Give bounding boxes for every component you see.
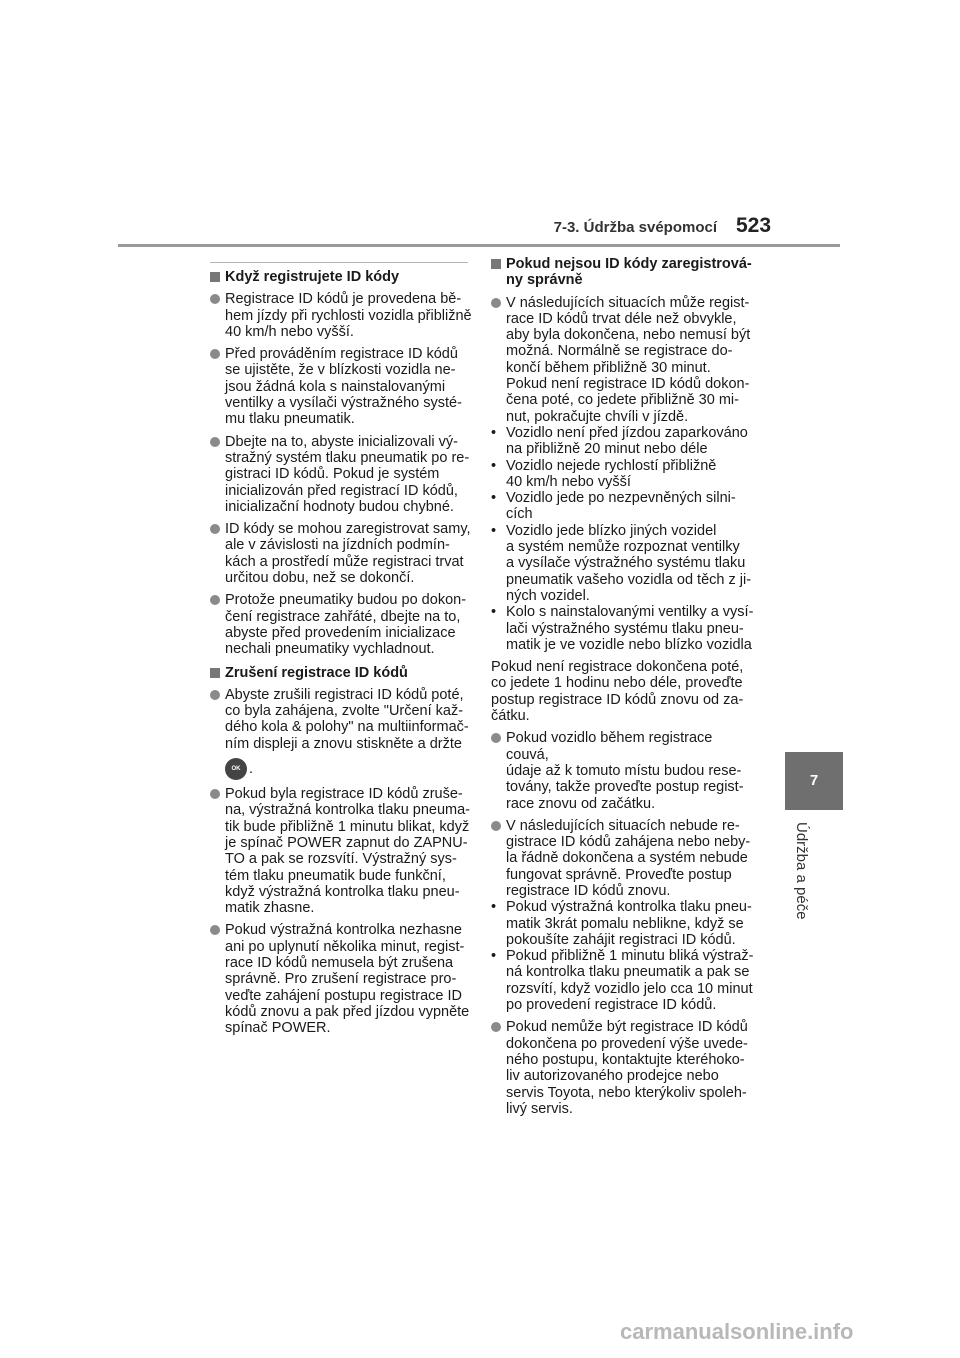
section-heading: Pokud nejsou ID kódy zaregistrová- ny správně	[491, 256, 756, 289]
circle-bullet-icon	[210, 690, 220, 700]
circle-bullet-icon	[210, 349, 220, 359]
list-item: Dbejte na to, abyste inicializovali vý- stražný systém tlaku pneumatik po re- gistraci ID kódů. Pokud je systém inicializován před registrací ID kódů, inicializační hodnoty budou chybné.	[210, 434, 472, 515]
list-item: V následujících situacích nebude re- gistrace ID kódů zahájena nebo neby- la řádně dokončena a systém nebude fungovat správně. Proveďte postup registrace ID kódů znovu.	[491, 818, 756, 899]
circle-bullet-icon	[210, 789, 220, 799]
watermark: carmanualsonline.info	[620, 1319, 854, 1344]
ok-button-reference: OK .	[225, 758, 472, 780]
section-title: 7-3. Údržba svépomocí	[553, 219, 717, 236]
list-item: Pokud byla registrace ID kódů zruše- na, výstražná kontrolka tlaku pneuma- tik bude přibližně 1 minutu blikat, když je spínač POWER zapnut do ZAPNU- TO a pak se rozsvítí. Výstražný sys- tém tlaku pneumatik bude funkční, když výstražná kontrolka tlaku pneu- matik zhasne.	[210, 786, 472, 916]
bullet-item: • Vozidlo jede blízko jiných vozidel a systém nemůže rozpoznat ventilky a vysílače výstražného systému tlaku pneumatik vašeho vozidla od těch z ji- ných vozidel.	[491, 522, 752, 604]
right-column	[491, 256, 756, 1123]
square-bullet-icon	[210, 668, 220, 678]
header-rule	[118, 244, 840, 247]
bullet-item: • Pokud výstražná kontrolka tlaku pneu- matik 3krát pomalu neblikne, když se pokoušíte zahájit registraci ID kódů.	[491, 899, 752, 948]
list-item: Před prováděním registrace ID kódů se ujistěte, že v blízkosti vozidla ne- jsou žádná kola s nainstalovanými ventilky a vysílači výstražného systé- mu tlaku pneumatik.	[210, 346, 472, 427]
list-item: Abyste zrušili registraci ID kódů poté, co byla zahájena, zvolte "Určení kaž- dého kola & polohy" na multiinformač- ním displeji a znovu stiskněte a držte	[210, 687, 472, 752]
list-item: Pokud nemůže být registrace ID kódů dokončena po provedení výše uvede- ného postupu, kontaktujte kteréhoko- liv autorizovaného prodejce nebo servis Toyota, nebo kterýkoliv spoleh- livý servis.	[491, 1019, 756, 1117]
ok-button-icon: OK	[225, 758, 247, 780]
list-item: Pokud výstražná kontrolka nezhasne ani po uplynutí několika minut, regist- race ID kódů nemusela být zrušena správně. Pro zrušení registrace pro- veďte zahájení postupu registrace ID kódů znovu a pak před jízdou vypněte spínač POWER.	[210, 922, 472, 1036]
list-item: Registrace ID kódů je provedena bě- hem jízdy při rychlosti vozidla přibližně 40 km/h nebo vyšší.	[210, 291, 472, 340]
bullet-item: • Pokud přibližně 1 minutu bliká výstraž- ná kontrolka tlaku pneumatik a pak se rozsvítí, když vozidlo jelo cca 10 minut po provedení registrace ID kódů.	[491, 948, 754, 1014]
circle-bullet-icon	[210, 524, 220, 534]
chapter-tab: 7	[785, 752, 843, 810]
circle-bullet-icon	[210, 294, 220, 304]
section-heading: Když registrujete ID kódy	[210, 269, 472, 285]
bullet-list	[491, 899, 756, 1013]
list-item: ID kódy se mohou zaregistrovat samy, ale v závislosti na jízdních podmín- kách a prostředí může registraci trvat určitou dobu, než se dokončí.	[210, 521, 472, 586]
circle-bullet-icon	[210, 595, 220, 605]
paragraph: Pokud není registrace dokončena poté, co jedete 1 hodinu nebo déle, proveďte postup registrace ID kódů znovu od za- čátku.	[491, 659, 744, 725]
chapter-label: Údržba a péče	[793, 822, 810, 920]
bullet-item: • Vozidlo není před jízdou zaparkováno na přibližně 20 minut nebo déle	[491, 424, 748, 458]
square-bullet-icon	[210, 272, 220, 282]
section-heading: Zrušení registrace ID kódů	[210, 665, 472, 681]
left-column	[210, 262, 472, 1042]
bullet-list	[491, 425, 756, 653]
bullet-item: • Kolo s nainstalovanými ventilky a vysí- lači výstražného systému tlaku pneu- matik je ve vozidle nebo blízko vozidla	[491, 604, 754, 653]
circle-bullet-icon	[210, 437, 220, 447]
bullet-item: • Vozidlo nejede rychlostí přibližně 40 km/h nebo vyšší	[491, 457, 717, 490]
list-item: V následujících situacích může regist- race ID kódů trvat déle než obvykle, aby byla dokončena, nebo nemusí být možná. Normálně se registrace do- končí během přibližně 30 minut. Pokud není registrace ID kódů dokon- čena poté, co jedete přibližně 30 mi- nut, pokračujte chvíli v jízdě.	[491, 295, 756, 425]
circle-bullet-icon	[491, 733, 501, 743]
square-bullet-icon	[491, 259, 501, 269]
list-item: Protože pneumatiky budou po dokon- čení registrace zahřáté, dbejte na to, abyste před provedením inicializace nechali pneumatiky vychladnout.	[210, 592, 472, 657]
circle-bullet-icon	[210, 925, 220, 935]
circle-bullet-icon	[491, 821, 501, 831]
page-number: 523	[736, 214, 772, 237]
bullet-item: • Vozidlo jede po nezpevněných silni- cích	[491, 490, 736, 523]
circle-bullet-icon	[491, 1022, 501, 1032]
circle-bullet-icon	[491, 298, 501, 308]
list-item: Pokud vozidlo během registrace couvá, údaje až k tomuto místu budou rese- továny, takže proveďte postup regist- race znovu od začátku.	[491, 730, 756, 811]
